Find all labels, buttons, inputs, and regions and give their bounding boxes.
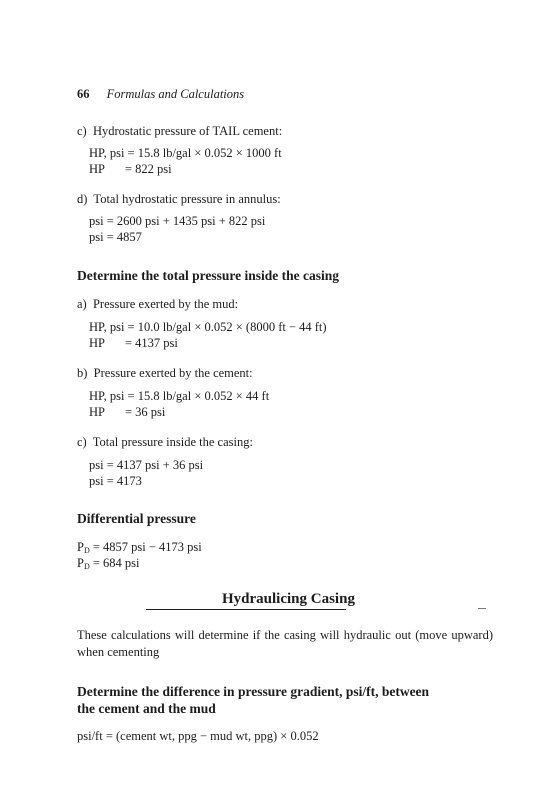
tail-cement-result: HP = 822 psi: [89, 162, 172, 176]
page-number: 66: [77, 87, 90, 101]
running-title: Formulas and Calculations: [106, 87, 245, 101]
intro-paragraph: These calculations will determine if the casing will hydraulic out (move upward) when cementing: [77, 628, 493, 659]
total-hydrostatic-result: psi = 4857: [89, 230, 142, 244]
heading-differential: Differential pressure: [77, 511, 196, 526]
total-inside-result: psi = 4173: [89, 474, 142, 488]
cement-pressure-equation: HP, psi = 15.8 lb/gal × 0.052 × 44 ft: [89, 389, 270, 403]
cement-pressure-label: b) Pressure exerted by the cement:: [77, 366, 253, 380]
gradient-formula: psi/ft = (cement wt, ppg − mud wt, ppg) × 0.052: [77, 729, 319, 743]
differential-result: $P_D = 684$ psi: [77, 556, 140, 571]
heading-inside-casing: Determine the total pressure inside the casing: [77, 268, 339, 283]
tail-cement-label: c) Hydrostatic pressure of TAIL cement:: [77, 124, 283, 138]
total-hydrostatic-equation: psi = 2600 psi + 1435 psi + 822 psi: [89, 214, 266, 228]
cement-pressure-result: HP = 36 psi: [89, 405, 166, 419]
total-hydrostatic-label: d) Total hydrostatic pressure in annulus:: [77, 192, 281, 206]
title-rule: [146, 609, 346, 610]
total-inside-equation: psi = 4137 psi + 36 psi: [89, 458, 204, 472]
heading-gradient-line1: Determine the difference in pressure gradient, psi/ft, between: [77, 684, 430, 699]
margin-mark: [478, 608, 486, 609]
heading-gradient-line2: the cement and the mud: [77, 701, 216, 716]
tail-cement-equation: HP, psi = 15.8 lb/gal × 0.052 × 1000 ft: [89, 146, 282, 160]
total-inside-label: c) Total pressure inside the casing:: [77, 435, 253, 449]
section-title: Hydraulicing Casing: [222, 591, 355, 607]
mud-pressure-label: a) Pressure exerted by the mud:: [77, 297, 239, 311]
mud-pressure-equation: HP, psi = 10.0 lb/gal × 0.052 × (8000 ft − 44 ft): [89, 320, 327, 334]
mud-pressure-result: HP = 4137 psi: [89, 336, 178, 350]
differential-equation: $P_D = 4857$ psi − 4173 psi: [77, 540, 202, 555]
page-header: [77, 87, 244, 102]
